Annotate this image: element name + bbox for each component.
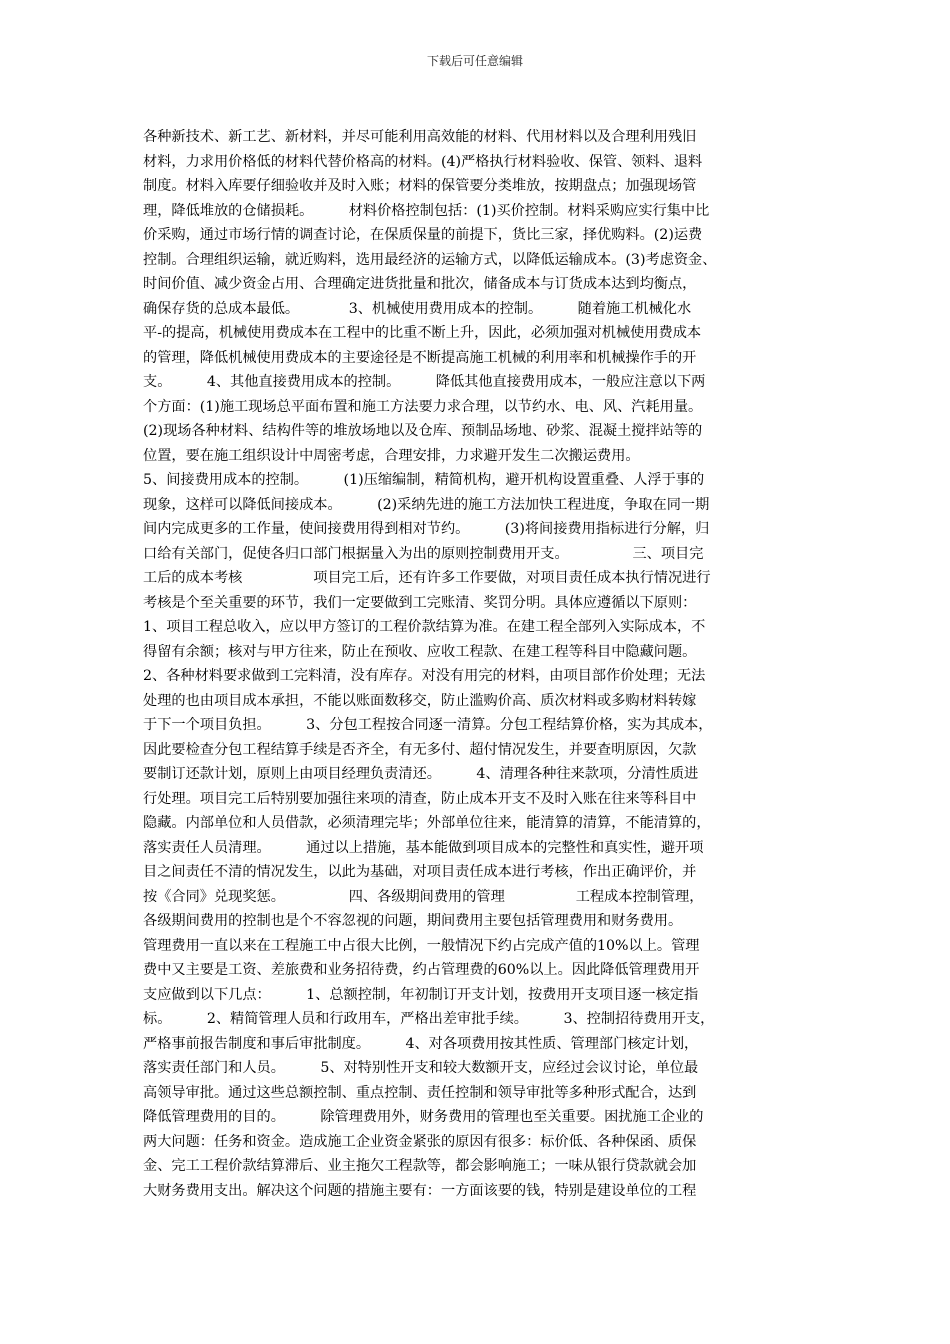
text-line: 得留有余额；核对与甲方往来，防止在预收、应收工程款、在建工程等科目中隐藏问题。 — [143, 643, 697, 660]
text-line: 考核是个至关重要的环节，我们一定要做到工完账清、奖罚分明。具体应遵循以下原则： — [143, 594, 697, 611]
text-line: 行处理。项目完工后特别要加强往来项的清查，防止成本开支不及时入账在往来等科目中 — [143, 790, 697, 807]
text-line: 各级期间费用的控制也是个不容忽视的问题，期间费用主要包括管理费用和财务费用。 — [143, 913, 683, 929]
text-line: 间内完成更多的工作量，使间接费用得到相对节约。 (3)将间接费用指标进行分解，归 — [143, 521, 710, 537]
text-line: 费中又主要是工资、差旅费和业务招待费，约占管理费的60%以上。因此降低管理费用开 — [143, 962, 700, 978]
text-line: 制度。材料入库要仔细验收并及时入账；材料的保管要分类堆放，按期盘点；加强现场管 — [143, 178, 697, 194]
text-line: 价采购，通过市场行情的调查讨论，在保质保量的前提下，货比三家，择优购料。(2)运费 — [143, 227, 703, 243]
text-line: 个方面：(1)施工现场总平面布置和施工方法要力求合理，以节约水、电、风、汽耗用量。 — [143, 398, 703, 415]
text-line: 现象，这样可以降低间接成本。 (2)采纳先进的施工方法加快工程进度，争取在同一期 — [143, 496, 710, 513]
text-line: 隐藏。内部单位和人员借款，必须清理完毕；外部单位往来，能清算的清算，不能清算的， — [143, 815, 711, 831]
text-line: 口给有关部门，促使各归口部门根据量入为出的原则控制费用开支。 三、项目完 — [143, 545, 704, 562]
text-line: 降低管理费用的目的。 除管理费用外，财务费用的管理也至关重要。困扰施工企业的 — [143, 1109, 704, 1125]
text-line: 材料，力求用价格低的材料代替价格高的材料。(4)严格执行材料验收、保管、领料、退料 — [143, 153, 703, 170]
text-line: 时间价值、减少资金占用、合理确定进货批量和批次，储备成本与订货成本达到均衡点， — [143, 276, 697, 292]
text-line: 的管理，降低机械使用费成本的主要途径是不断提高施工机械的利用率和机械操作手的开 — [143, 349, 697, 366]
text-line: 两大问题：任务和资金。造成施工企业资金紧张的原因有很多：标价低、各种保函、质保 — [143, 1133, 697, 1150]
text-line: 支。 4、其他直接费用成本的控制。 降低其他直接费用成本，一般应注意以下两 — [143, 374, 706, 390]
text-line: 各种新技术、新工艺、新材料，并尽可能利用高效能的材料、代用材料以及合理利用残旧 — [143, 129, 697, 145]
text-line: 大财务费用支出。解决这个问题的措施主要有：一方面该要的钱，特别是建设单位的工程 — [143, 1182, 697, 1199]
page-header: 下载后可任意编辑 — [426, 54, 523, 68]
text-line: 位置，要在施工组织设计中周密考虑，合理安排，力求避开发生二次搬运费用。 — [143, 447, 640, 464]
text-line: 支应做到以下几点： 1、总额控制，年初制订开支计划，按费用开支项目逐一核定指 — [143, 986, 699, 1003]
text-line: 按《合同》兑现奖惩。 四、各级期间费用的管理 工程成本控制管理， — [143, 888, 704, 905]
text-line: 2、各种材料要求做到工完料清，没有库存。对没有用完的材料，由项目部作价处理；无法 — [143, 668, 706, 684]
text-line: 落实责任部门和人员。 5、对特别性开支和较大数额开支，应经过会议讨论，单位最 — [143, 1060, 699, 1076]
text-line: 理，降低堆放的仓储损耗。 材料价格控制包括：(1)买价控制。材料采购应实行集中比 — [143, 202, 710, 219]
text-line: 落实责任人员清理。 通过以上措施，基本能做到项目成本的完整性和真实性，避开项 — [143, 839, 704, 856]
text-line: 确保存货的总成本最低。 3、机械使用费用成本的控制。 随着施工机械化水 — [143, 300, 692, 317]
text-line: 严格事前报告制度和事后审批制度。 4、对各项费用按其性质、管理部门核定计划， — [143, 1035, 699, 1052]
text-line: 目之间责任不清的情况发生，以此为基础，对项目责任成本进行考核，作出正确评价，并 — [143, 864, 697, 880]
text-line: 平-的提高，机械使用费成本在工程中的比重不断上升，因此，必须加强对机械使用费成本 — [143, 325, 702, 341]
text-line: 标。 2、精简管理人员和行政用车，严格出差审批手续。 3、控制招待费用开支， — [143, 1011, 715, 1027]
text-line: 管理费用一直以来在工程施工中占很大比例，一般情况下约占完成产值的10%以上。管理 — [143, 937, 700, 954]
text-line: 控制。合理组织运输，就近购料，选用最经济的运输方式，以降低运输成本。(3)考虑资金、 — [143, 251, 717, 268]
text-line: 于下一个项目负担。 3、分包工程按合同逐一清算。分包工程结算价格，实为其成本， — [143, 717, 713, 733]
text-line: 因此要检查分包工程结算手续是否齐全，有无多付、超付情况发生，并要查明原因，欠款 — [143, 741, 697, 758]
text-line: 高领导审批。通过这些总额控制、重点控制、责任控制和领导审批等多种形式配合，达到 — [143, 1084, 697, 1101]
text-line: (2)现场各种材料、结构件等的堆放场地以及仓库、预制品场地、砂浆、混凝土搅拌站等的 — [143, 423, 703, 439]
text-line: 要制订还款计划，原则上由项目经理负责清还。 4、清理各种往来款项，分清性质进 — [143, 766, 699, 782]
text-line: 处理的也由项目成本承担，不能以账面数移交，防止滥购价高、质次材料或多购材料转嫁 — [143, 692, 697, 709]
text-line: 5、间接费用成本的控制。 (1)压缩编制，精简机构，避开机构设置重叠、人浮于事的 — [143, 472, 705, 488]
text-line: 金、完工工程价款结算滞后、业主拖欠工程款等，都会影响施工；一味从银行贷款就会加 — [143, 1158, 697, 1174]
text-line: 工后的成本考核 项目完工后，还有许多工作要做，对项目责任成本执行情况进行 — [143, 570, 711, 586]
document-body — [143, 125, 811, 1203]
text-line: 1、项目工程总收入，应以甲方签订的工程价款结算为准。在建工程全部列入实际成本，不 — [143, 619, 706, 635]
